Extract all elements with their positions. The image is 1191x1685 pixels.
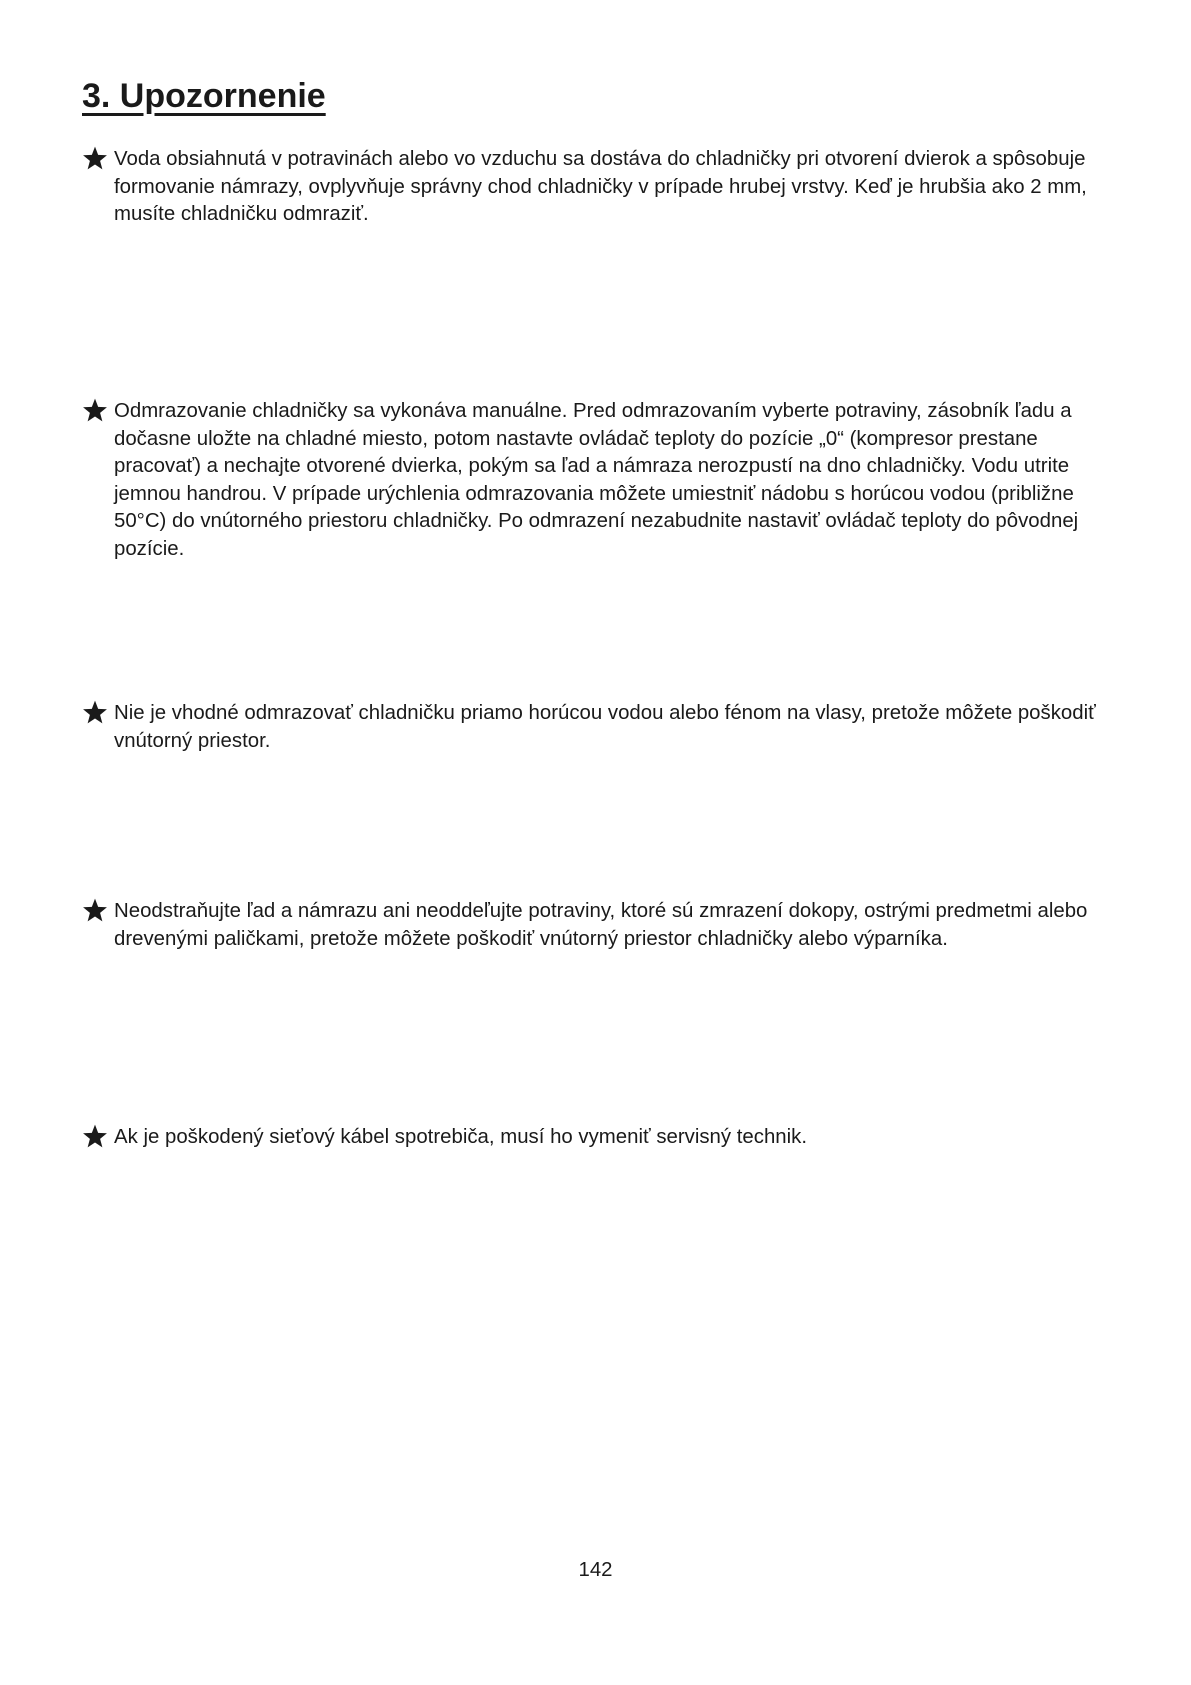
star-icon bbox=[82, 699, 114, 731]
notice-text: Ak je poškodený sieťový kábel spotrebiča, musí ho vymeniť servisný technik. bbox=[114, 1126, 808, 1148]
page-title: 3. Upozornenie bbox=[82, 77, 326, 115]
notice-item bbox=[82, 398, 1112, 563]
star-icon bbox=[82, 397, 114, 429]
notice-text: Voda obsiahnutá v potravinách alebo vo vzduchu sa dostáva do chladničky pri otvorení dvierok a spôsobuje formovanie námrazy, ovplyvňuje správny chod chladničky v prípade hrubej vrstvy. Keď je hrubšia ako 2 mm, musíte chladničku odmraziť. bbox=[114, 148, 1087, 225]
star-icon bbox=[82, 1123, 114, 1155]
notice-text: Odmrazovanie chladničky sa vykonáva manuálne. Pred odmrazovaním vyberte potraviny, zásobník ľadu a dočasne uložte na chladné miesto, potom nastavte ovládač teploty do pozície „0“ (kompresor prestane pracovať) a nechajte otvorené dvierka, pokým sa ľad a námraza nerozpustí na dno chladničky. Vodu utrite jemnou handrou. V prípade urýchlenia odmrazovania môžete umiestniť nádobu s horúcou vodou (približne 50°C) do vnútorného priestoru chladničky. Po odmrazení nezabudnite nastaviť ovládač teploty do pôvodnej pozície. bbox=[114, 400, 1079, 560]
star-icon bbox=[82, 897, 114, 929]
notice-text: Nie je vhodné odmrazovať chladničku priamo horúcou vodou alebo fénom na vlasy, pretože môžete poškodiť vnútorný priestor. bbox=[114, 702, 1096, 752]
notice-text: Neodstraňujte ľad a námrazu ani neoddeľujte potraviny, ktoré sú zmrazení dokopy, ostrými predmetmi alebo drevenými paličkami, pretože môžete poškodiť vnútorný priestor chladničky alebo výparníka. bbox=[114, 900, 1088, 950]
notice-item bbox=[82, 146, 1112, 229]
notice-item bbox=[82, 1124, 1112, 1155]
notice-item bbox=[82, 700, 1112, 755]
star-icon bbox=[82, 145, 114, 177]
page-number: 142 bbox=[578, 1559, 613, 1581]
notice-item bbox=[82, 898, 1112, 953]
